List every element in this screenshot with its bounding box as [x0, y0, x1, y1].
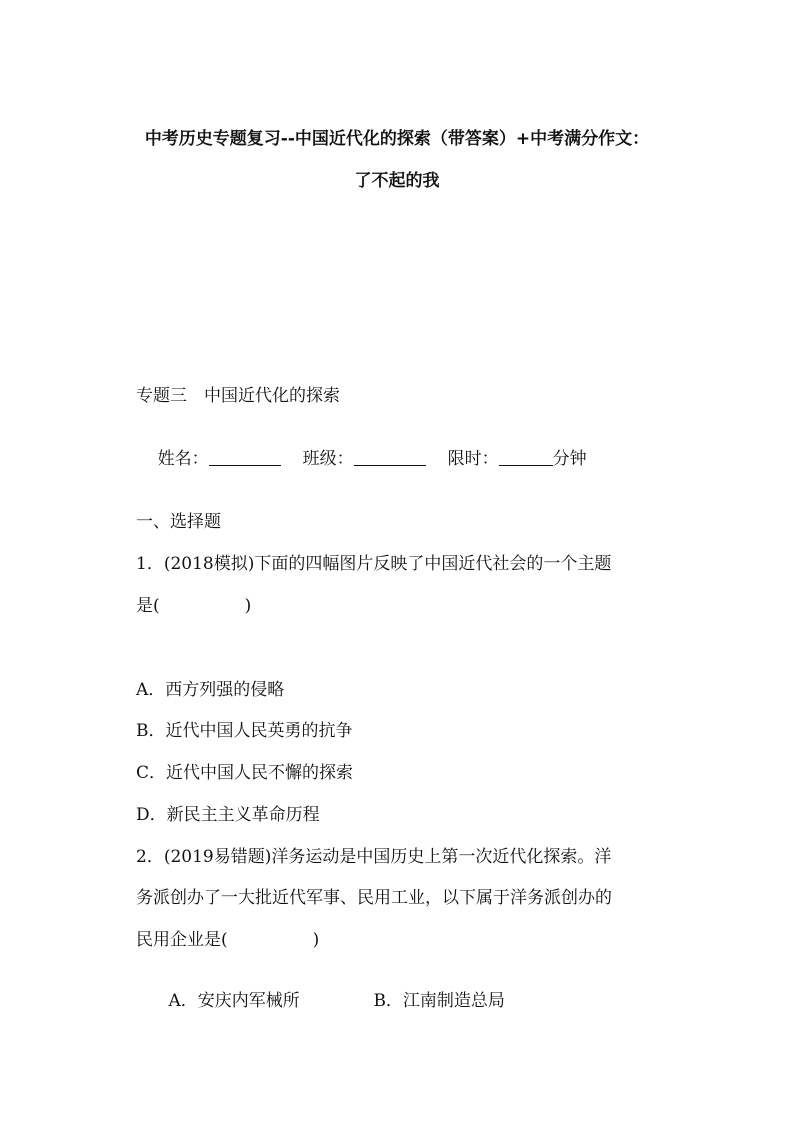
class-label: 班级： — [302, 449, 354, 469]
document-title-line-2: 了不起的我 — [354, 171, 440, 191]
time-label: 限时： — [447, 449, 499, 469]
time-blank — [499, 449, 553, 466]
question-text: 务派创办了一大批近代军事、民用工业，以下属于洋务派创办的 — [136, 888, 612, 908]
question-text: 2．(2019易错题)洋务运动是中国历史上第一次近代化探索。洋 — [136, 847, 612, 867]
question-text: 1．(2018模拟)下面的四幅图片反映了中国近代社会的一个主题 — [136, 554, 612, 574]
time-unit: 分钟 — [552, 449, 587, 469]
question-text: 民用企业是( ) — [136, 930, 320, 950]
option-b: B．江南制造总局 — [373, 991, 505, 1011]
options-row — [136, 966, 505, 1031]
question-text: 是( ) — [136, 596, 252, 616]
student-info-row — [136, 424, 587, 489]
option-b: B．近代中国人民英勇的抗争 — [136, 721, 353, 741]
option-a: A．西方列强的侵略 — [136, 680, 285, 700]
option-a: A．安庆内军械所 — [168, 991, 300, 1011]
option-c: C．近代中国人民不懈的探索 — [136, 763, 354, 783]
name-blank — [209, 449, 281, 466]
part-heading: 一、选择题 — [136, 512, 221, 532]
name-label: 姓名： — [157, 449, 209, 469]
document-title-line-1: 中考历史专题复习--中国近代化的探索（带答案）+中考满分作文： — [144, 129, 650, 149]
option-d: D．新民主主义革命历程 — [136, 805, 320, 825]
section-heading: 专题三 中国近代化的探索 — [136, 386, 340, 406]
class-blank — [354, 449, 426, 466]
